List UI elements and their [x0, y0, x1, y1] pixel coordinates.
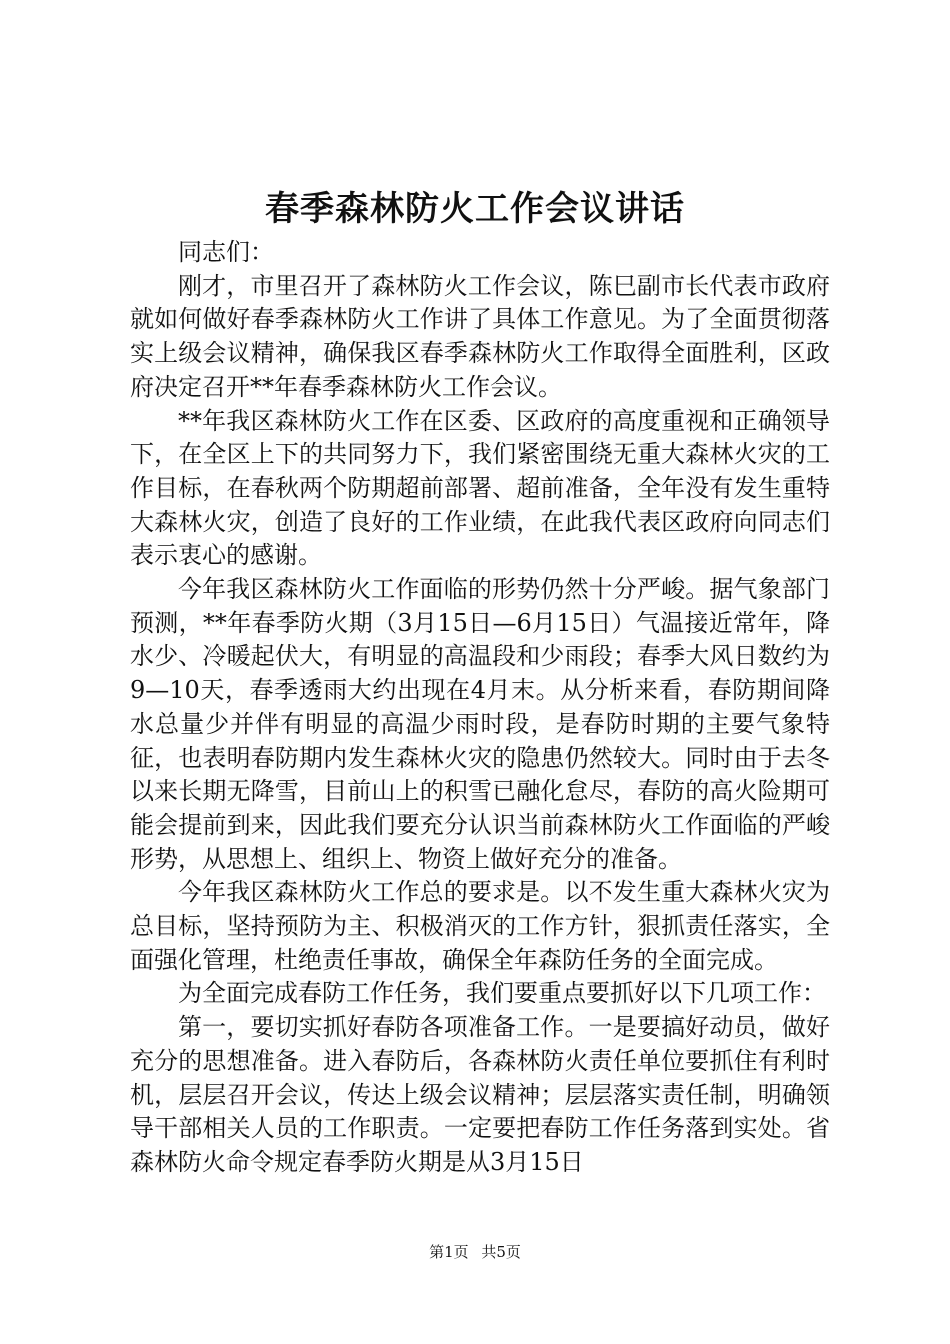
document-body [130, 236, 830, 1180]
page-number-total: 共5页 [481, 1243, 521, 1261]
paragraph-1: 刚才，市里召开了森林防火工作会议，陈巳副市长代表市政府就如何做好春季森林防火工作讲了具体工作意见。为了全面贯彻落实上级会议精神，确保我区春季森林防火工作取得全面胜利，区政府决定召开**年春季森林防火工作会议。 [130, 271, 830, 401]
paragraph-5: 为全面完成春防工作任务，我们要重点要抓好以下几项工作： [178, 979, 826, 1008]
page-footer [0, 1242, 950, 1262]
document-title: 春季森林防火工作会议讲话 [265, 189, 685, 229]
paragraph-6: 第一，要切实抓好春防各项准备工作。一是要搞好动员，做好充分的思想准备。进入春防后，各森林防火责任单位要抓住有利时机，层层召开会议，传达上级会议精神；层层落实责任制，明确领导干部相关人员的工作职责。一定要把春防工作任务落到实处。省森林防火命令规定春季防火期是从3月15日 [130, 1013, 830, 1176]
page-number-current: 第1页 [429, 1243, 469, 1261]
paragraph-4: 今年我区森林防火工作总的要求是。以不发生重大森林火灾为总目标，坚持预防为主、积极消灭的工作方针，狠抓责任落实，全面强化管理，杜绝责任事故，确保全年森防任务的全面完成。 [130, 878, 830, 974]
paragraph-3: 今年我区森林防火工作面临的形势仍然十分严峻。据气象部门预测，**年春季防火期（3月15日—6月15日）气温接近常年，降水少、冷暖起伏大，有明显的高温段和少雨段；春季大风日数约为9—10天，春季透雨大约出现在4月末。从分析来看，春防期间降水总量少并伴有明显的高温少雨时段，是春防时期的主要气象特征，也表明春防期内发生森林火灾的隐患仍然较大。同时由于去冬以来长期无降雪，目前山上的积雪已融化怠尽，春防的高火险期可能会提前到来，因此我们要充分认识当前森林防火工作面临的严峻形势，从思想上、组织上、物资上做好充分的准备。 [130, 575, 830, 873]
paragraph-salutation: 同志们： [178, 238, 274, 266]
paragraph-2: **年我区森林防火工作在区委、区政府的高度重视和正确领导下，在全区上下的共同努力下，我们紧密围绕无重大森林火灾的工作目标，在春秋两个防期超前部署、超前准备，全年没有发生重特大森林火灾，创造了良好的工作业绩，在此我代表区政府向同志们表示衷心的感谢。 [130, 406, 830, 570]
